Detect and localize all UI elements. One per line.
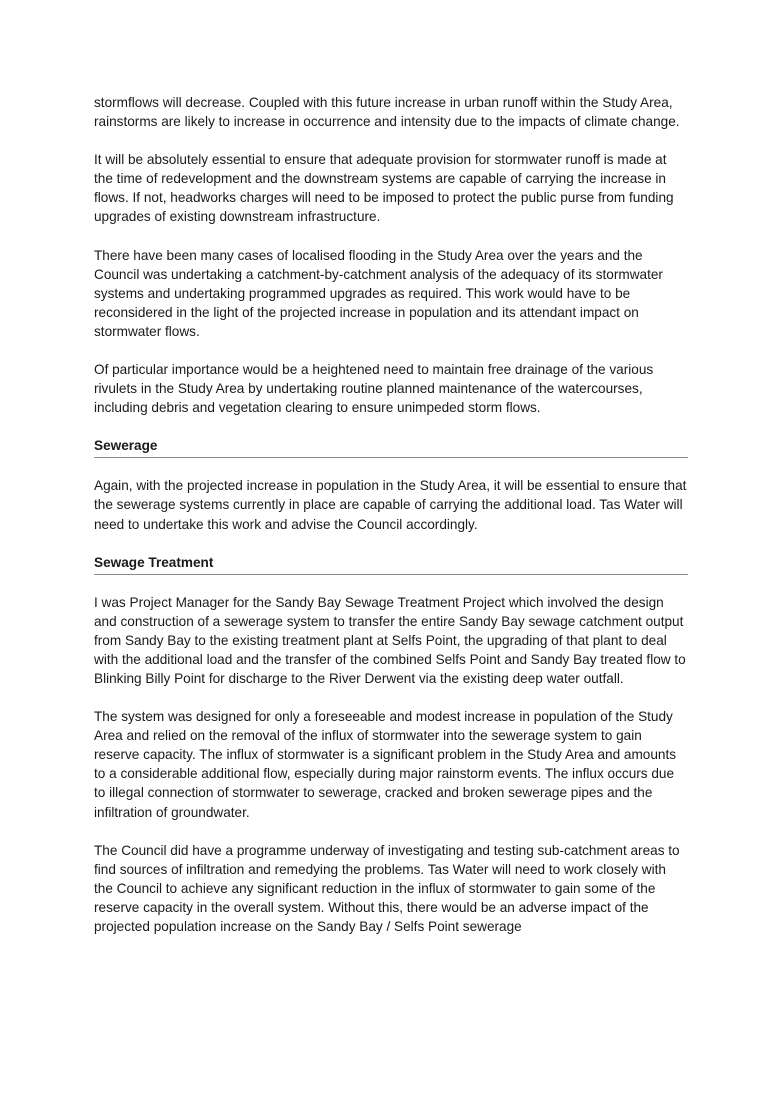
- paragraph: Again, with the projected increase in population in the Study Area, it will be essential to ensure that the sewerage systems currently in place are capable of carrying the additional load. Tas Water will need to undertake this work and advise the Council accordingly.: [94, 478, 687, 532]
- paragraph: The Council did have a programme underway of investigating and testing sub-catchment areas to find sources of infiltration and remedying the problems. Tas Water will need to work closely with the Council to achieve any significant reduction in the influx of stormwater to gain some of the reserve capacity in the overall system. Without this, there would be an adverse impact of the projected population increase on the Sandy Bay / Selfs Point sewerage: [94, 842, 680, 934]
- paragraph: stormflows will decrease. Coupled with this future increase in urban runoff within the Study Area, rainstorms are likely to increase in occurrence and intensity due to the impacts of climate change.: [94, 95, 680, 130]
- paragraph: I was Project Manager for the Sandy Bay Sewage Treatment Project which involved the design and construction of a sewerage system to transfer the entire Sandy Bay sewage catchment output from Sandy Bay to the existing treatment plant at Selfs Point, the upgrading of that plant to deal with the additional load and the transfer of the combined Selfs Point and Sandy Bay treated flow to Blinking Billy Point for discharge to the River Derwent via the existing deep water outfall.: [94, 594, 686, 686]
- paragraph: There have been many cases of localised flooding in the Study Area over the years and the Council was undertaking a catchment-by-catchment analysis of the adequacy of its stormwater systems and undertaking programmed upgrades as required. This work would have to be reconsidered in the light of the projected increase in population and its attendant impact on stormwater flows.: [94, 247, 663, 339]
- section-heading-sewerage: Sewerage: [94, 436, 688, 458]
- document-page: [94, 93, 688, 955]
- paragraph: The system was designed for only a foreseeable and modest increase in population of the Study Area and relied on the removal of the influx of stormwater into the sewerage system to gain reserve capacity. The influx of stormwater is a significant problem in the Study Area and amounts to a considerable additional flow, especially during major rainstorm events. The influx occurs due to illegal connection of stormwater to sewerage, cracked and broken sewerage pipes and the infiltration of groundwater.: [94, 709, 677, 820]
- paragraph: It will be absolutely essential to ensure that adequate provision for stormwater runoff is made at the time of redevelopment and the downstream systems are capable of carrying the increase in flows. If not, headworks charges will need to be imposed to protect the public purse from funding upgrades of existing downstream infrastructure.: [94, 152, 674, 225]
- section-heading-sewage-treatment: Sewage Treatment: [94, 553, 688, 575]
- paragraph: Of particular importance would be a heightened need to maintain free drainage of the various rivulets in the Study Area by undertaking routine planned maintenance of the watercourses, including debris and vegetation clearing to ensure unimpeded storm flows.: [94, 362, 654, 416]
